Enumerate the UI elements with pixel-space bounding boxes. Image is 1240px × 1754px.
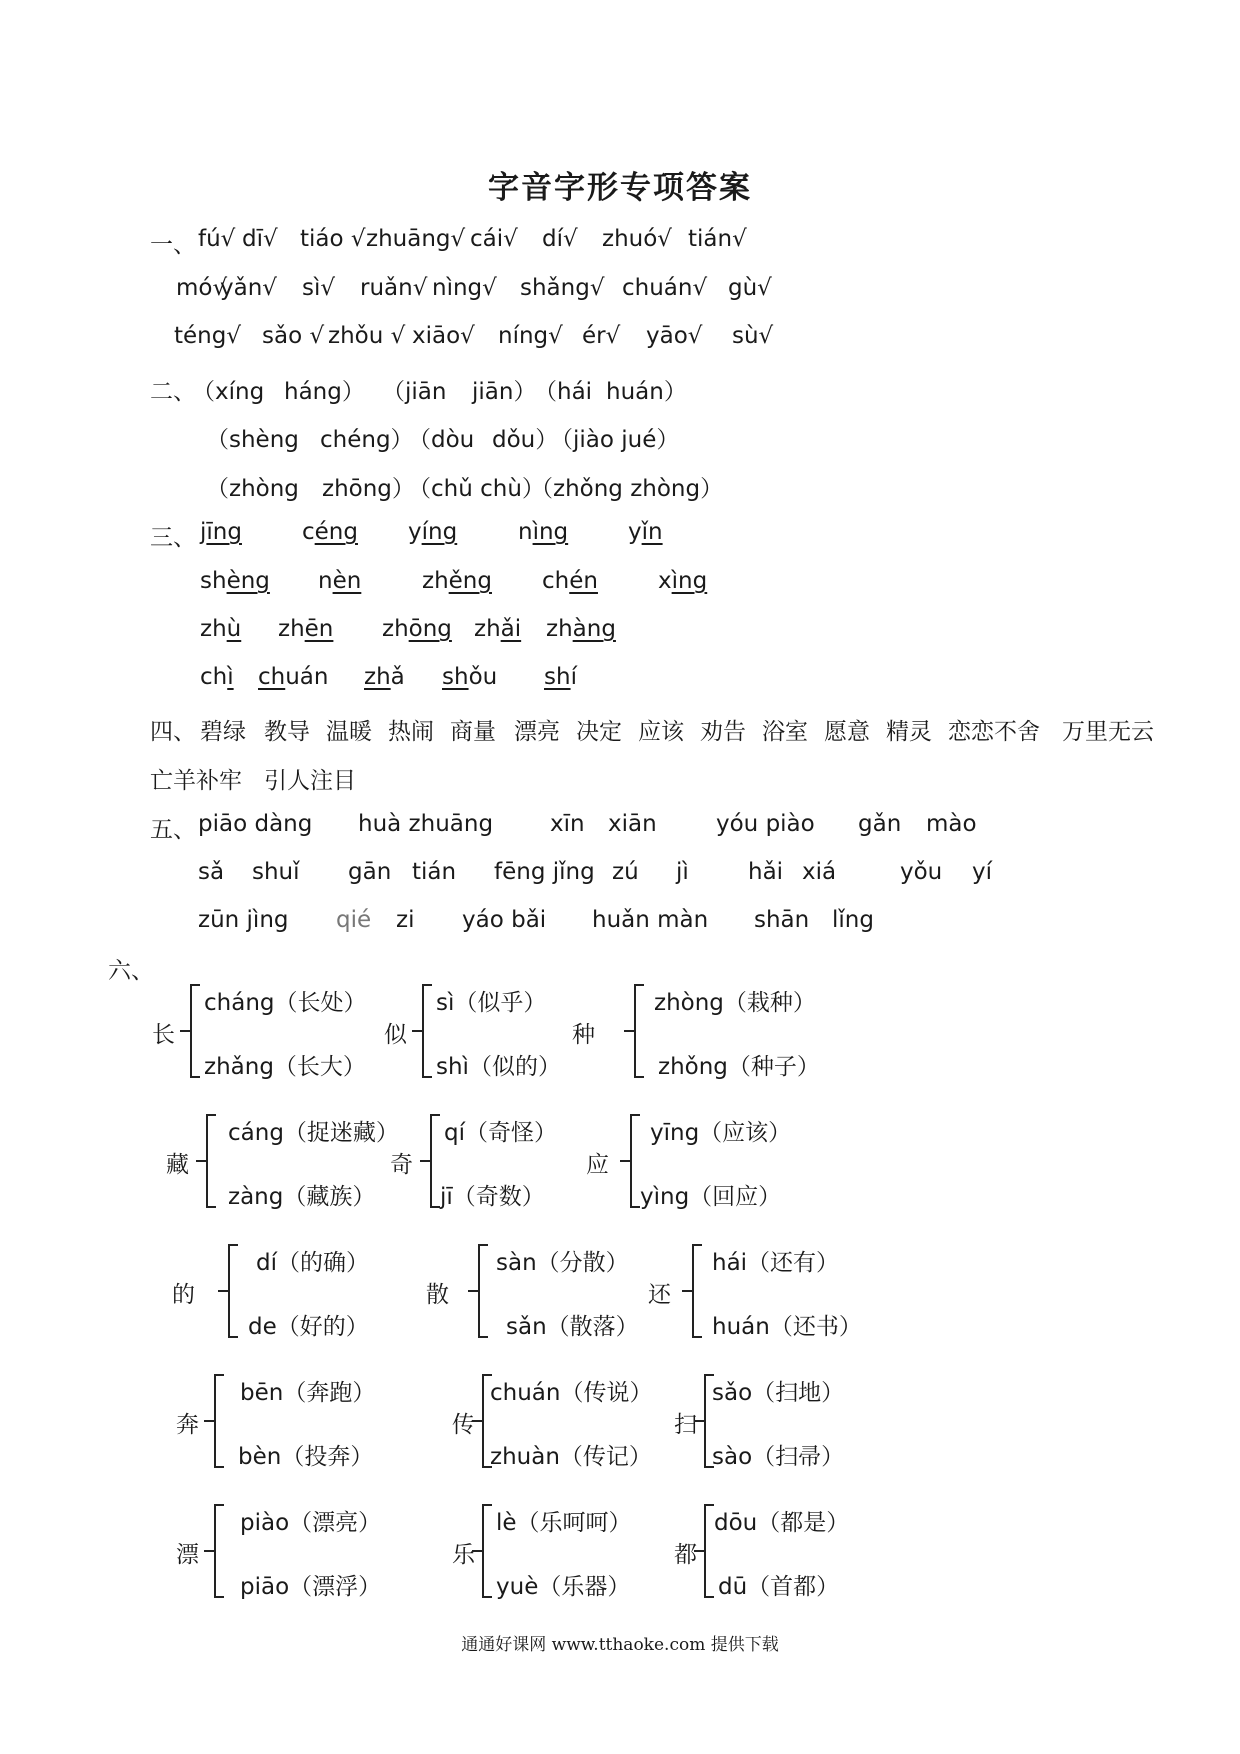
pinyin-answer: gù√	[728, 275, 772, 301]
reading-bottom: yuè（乐器）	[496, 1574, 631, 1600]
pinyin-answer: （jiān	[382, 379, 447, 405]
pinyin-answer: （xíng	[192, 379, 265, 405]
word-answer: 亡羊补牢	[150, 768, 242, 794]
word-answer: 热闹	[388, 719, 434, 745]
reading-top: hái（还有）	[712, 1250, 840, 1276]
reading-top: dōu（都是）	[714, 1510, 850, 1536]
word-answer: 万里无云	[1062, 719, 1154, 745]
pinyin-answer: （shèng	[206, 427, 299, 453]
pinyin-answer: céng	[302, 519, 358, 545]
section-label: 四、	[150, 719, 196, 745]
word-answer: 恋恋不舍	[948, 719, 1040, 745]
pinyin-answer: tián√	[688, 226, 747, 252]
pinyin-answer: sǎ	[198, 859, 225, 885]
underlined-final: èng	[226, 568, 270, 594]
reading-top: sǎo（扫地）	[712, 1380, 845, 1406]
reading-bottom: de（好的）	[248, 1314, 369, 1340]
polyphone-char: 奇	[390, 1152, 413, 1178]
pinyin-answer: yǐn	[628, 519, 663, 545]
pinyin-answer: xiān	[608, 811, 657, 837]
pinyin-answer: hǎi	[748, 859, 784, 885]
reading-bottom: zhǒng（种子）	[658, 1054, 820, 1080]
word-answer: 应该	[638, 719, 684, 745]
reading-top: lè（乐呵呵）	[496, 1510, 632, 1536]
word-answer: 教导	[264, 719, 310, 745]
reading-bottom: zàng（藏族）	[228, 1184, 376, 1210]
pinyin-answer: chén	[542, 568, 598, 594]
pinyin-answer: jīng	[200, 519, 242, 545]
pinyin-answer: huǎn màn	[592, 907, 709, 933]
reading-bottom: sǎn（散落）	[506, 1314, 639, 1340]
underlined-final: én	[569, 568, 598, 594]
word-answer: 引人注目	[264, 768, 356, 794]
pinyin-answer: zhōng	[382, 616, 452, 642]
brace-icon	[228, 1244, 242, 1338]
page-title: 字音字形专项答案	[488, 170, 752, 206]
pinyin-answer: cái√	[470, 226, 518, 252]
polyphone-char: 都	[674, 1542, 697, 1568]
brace-icon	[482, 1504, 496, 1598]
pinyin-answer: sù√	[732, 323, 774, 349]
pinyin-answer: yāo√	[646, 323, 703, 349]
pinyin-answer: yǒu	[900, 859, 943, 885]
pinyin-answer: mào	[926, 811, 977, 837]
reading-bottom: jī（奇数）	[440, 1184, 545, 1210]
section-label: 三、	[150, 525, 196, 551]
pinyin-answer: shǒu	[442, 664, 498, 690]
pinyin-answer: zhuāng√	[366, 226, 466, 252]
pinyin-answer: chéng）	[320, 427, 414, 453]
pinyin-answer: gǎn	[858, 811, 902, 837]
word-answer: 碧绿	[200, 719, 246, 745]
pinyin-answer: mó√	[176, 275, 228, 301]
pinyin-answer: dǒu）	[492, 427, 559, 453]
word-answer: 漂亮	[514, 719, 560, 745]
reading-top: piào（漂亮）	[240, 1510, 382, 1536]
pinyin-answer: zú	[612, 859, 639, 885]
pinyin-answer: lǐng	[832, 907, 874, 933]
pinyin-answer: （dòu	[408, 427, 475, 453]
pinyin-answer: zhǎi	[474, 616, 522, 642]
underlined-final: ìng	[532, 519, 569, 545]
polyphone-char: 长	[152, 1022, 175, 1048]
pinyin-answer: nìng√	[432, 275, 497, 301]
reading-top: chuán（传说）	[490, 1380, 653, 1406]
underlined-final: ù	[226, 616, 242, 642]
underlined-initial: sh	[544, 664, 571, 690]
polyphone-char: 散	[426, 1282, 449, 1308]
word-answer: 温暖	[326, 719, 372, 745]
pinyin-answer: sǎo √	[262, 323, 325, 349]
polyphone-char: 似	[384, 1022, 407, 1048]
reading-top: sàn（分散）	[496, 1250, 629, 1276]
pinyin-answer: zhǒu √	[328, 323, 406, 349]
underlined-final: ǎi	[500, 616, 522, 642]
polyphone-char: 藏	[166, 1152, 189, 1178]
pinyin-answer: tiáo √	[300, 226, 366, 252]
brace-icon	[214, 1374, 228, 1468]
pinyin-answer: sì√	[302, 275, 336, 301]
footer-credit: 通通好课网 www.tthaoke.com 提供下载	[461, 1635, 779, 1655]
reading-top: cáng（捉迷藏）	[228, 1120, 399, 1146]
pinyin-answer: jiān）	[472, 379, 537, 405]
pinyin-answer: tián	[412, 859, 457, 885]
pinyin-answer: xiāo√	[412, 323, 475, 349]
pinyin-answer: （zhòng	[206, 476, 299, 502]
underlined-final: èn	[332, 568, 362, 594]
pinyin-answer: nìng	[518, 519, 569, 545]
pinyin-answer: shí	[544, 664, 577, 690]
polyphone-char: 扫	[674, 1412, 697, 1438]
pinyin-answer: téng√	[174, 323, 242, 349]
pinyin-answer: chuán√	[622, 275, 708, 301]
section-label: 二、	[150, 379, 196, 405]
pinyin-answer: zhēn	[278, 616, 334, 642]
pinyin-answer: ér√	[582, 323, 621, 349]
pinyin-answer: zhěng	[422, 568, 492, 594]
pinyin-answer: zhù	[200, 616, 242, 642]
underlined-initial: sh	[442, 664, 469, 690]
pinyin-answer: shān	[754, 907, 810, 933]
underlined-final: ēn	[304, 616, 334, 642]
polyphone-char: 的	[172, 1282, 195, 1308]
brace-icon	[206, 1114, 220, 1208]
word-answer: 愿意	[824, 719, 870, 745]
polyphone-char: 还	[648, 1282, 671, 1308]
pinyin-answer: shǎng√	[520, 275, 605, 301]
underlined-initial: zh	[364, 664, 391, 690]
reading-top: qí（奇怪）	[444, 1120, 557, 1146]
pinyin-answer: fú√	[198, 226, 236, 252]
pinyin-answer: nèn	[318, 568, 362, 594]
underlined-final: íng	[421, 519, 458, 545]
reading-bottom: yìng（回应）	[640, 1184, 782, 1210]
brace-icon	[634, 984, 648, 1078]
pinyin-answer: dí√	[542, 226, 578, 252]
reading-top: cháng（长处）	[204, 990, 367, 1016]
pinyin-answer: yóu piào	[716, 811, 815, 837]
reading-bottom: shì（似的）	[436, 1054, 561, 1080]
brace-icon	[692, 1244, 706, 1338]
pinyin-answer: dī√	[242, 226, 278, 252]
pinyin-answer: yíng	[408, 519, 458, 545]
pinyin-answer: ruǎn√	[360, 275, 428, 301]
brace-icon	[478, 1244, 492, 1338]
pinyin-answer: yáo bǎi	[462, 907, 547, 933]
pinyin-answer: （chǔ chù）	[408, 476, 545, 502]
reading-bottom: zhǎng（长大）	[204, 1054, 366, 1080]
pinyin-answer: huán）	[606, 379, 687, 405]
underlined-final: ǐn	[641, 519, 663, 545]
reading-top: zhòng（栽种）	[654, 990, 816, 1016]
underlined-final: ěng	[448, 568, 492, 594]
polyphone-char: 奔	[176, 1412, 199, 1438]
pinyin-answer: zi	[396, 907, 415, 933]
polyphone-char: 漂	[176, 1542, 199, 1568]
polyphone-char: 传	[452, 1412, 475, 1438]
pinyin-answer: qié	[336, 907, 372, 933]
section-6-label: 六、	[108, 958, 154, 984]
reading-top: dí（的确）	[256, 1250, 369, 1276]
reading-bottom: piāo（漂浮）	[240, 1574, 382, 1600]
pinyin-answer: háng）	[284, 379, 365, 405]
pinyin-answer: yí	[972, 859, 993, 885]
pinyin-answer: gān	[348, 859, 392, 885]
reading-bottom: sào（扫帚）	[712, 1444, 845, 1470]
pinyin-answer: （jiào jué）	[550, 427, 680, 453]
pinyin-answer: zūn jìng	[198, 907, 289, 933]
underlined-final: ì	[227, 664, 234, 690]
reading-bottom: zhuàn（传记）	[490, 1444, 652, 1470]
pinyin-answer: xìng	[658, 568, 708, 594]
polyphone-char: 乐	[452, 1542, 475, 1568]
word-answer: 浴室	[762, 719, 808, 745]
pinyin-answer: （zhǒng zhòng）	[530, 476, 724, 502]
pinyin-answer: zhōng）	[322, 476, 415, 502]
pinyin-answer: jì	[676, 859, 689, 885]
underlined-final: àng	[572, 616, 616, 642]
reading-bottom: bèn（投奔）	[238, 1444, 374, 1470]
pinyin-answer: xiá	[802, 859, 837, 885]
underlined-final: ìng	[671, 568, 708, 594]
brace-icon	[190, 984, 204, 1078]
pinyin-answer: yǎn√	[220, 275, 277, 301]
word-answer: 劝告	[700, 719, 746, 745]
pinyin-answer: chuán	[258, 664, 329, 690]
reading-top: bēn（奔跑）	[240, 1380, 376, 1406]
underlined-final: ōng	[408, 616, 452, 642]
pinyin-answer: níng√	[498, 323, 563, 349]
word-answer: 精灵	[886, 719, 932, 745]
pinyin-answer: piāo dàng	[198, 811, 313, 837]
brace-icon	[422, 984, 436, 1078]
pinyin-answer: huà zhuāng	[358, 811, 494, 837]
pinyin-answer: zhǎ	[364, 664, 405, 690]
word-answer: 决定	[576, 719, 622, 745]
pinyin-answer: xīn	[550, 811, 585, 837]
pinyin-answer: shèng	[200, 568, 270, 594]
polyphone-char: 应	[586, 1152, 609, 1178]
reading-top: yīng（应该）	[650, 1120, 792, 1146]
pinyin-answer: fēng jǐng	[494, 859, 595, 885]
word-answer: 商量	[450, 719, 496, 745]
underlined-initial: ch	[258, 664, 286, 690]
pinyin-answer: （hái	[534, 379, 593, 405]
section-label: 五、	[150, 817, 196, 843]
underlined-final: éng	[314, 519, 358, 545]
pinyin-answer: zhuó√	[602, 226, 672, 252]
section-label: 一、	[150, 232, 196, 258]
reading-bottom: dū（首都）	[718, 1574, 840, 1600]
polyphone-char: 种	[572, 1022, 595, 1048]
pinyin-answer: zhàng	[546, 616, 616, 642]
reading-bottom: huán（还书）	[712, 1314, 862, 1340]
reading-top: sì（似乎）	[436, 990, 547, 1016]
pinyin-answer: shuǐ	[252, 859, 300, 885]
underlined-final: īng	[206, 519, 242, 545]
brace-icon	[214, 1504, 228, 1598]
pinyin-answer: chì	[200, 664, 234, 690]
